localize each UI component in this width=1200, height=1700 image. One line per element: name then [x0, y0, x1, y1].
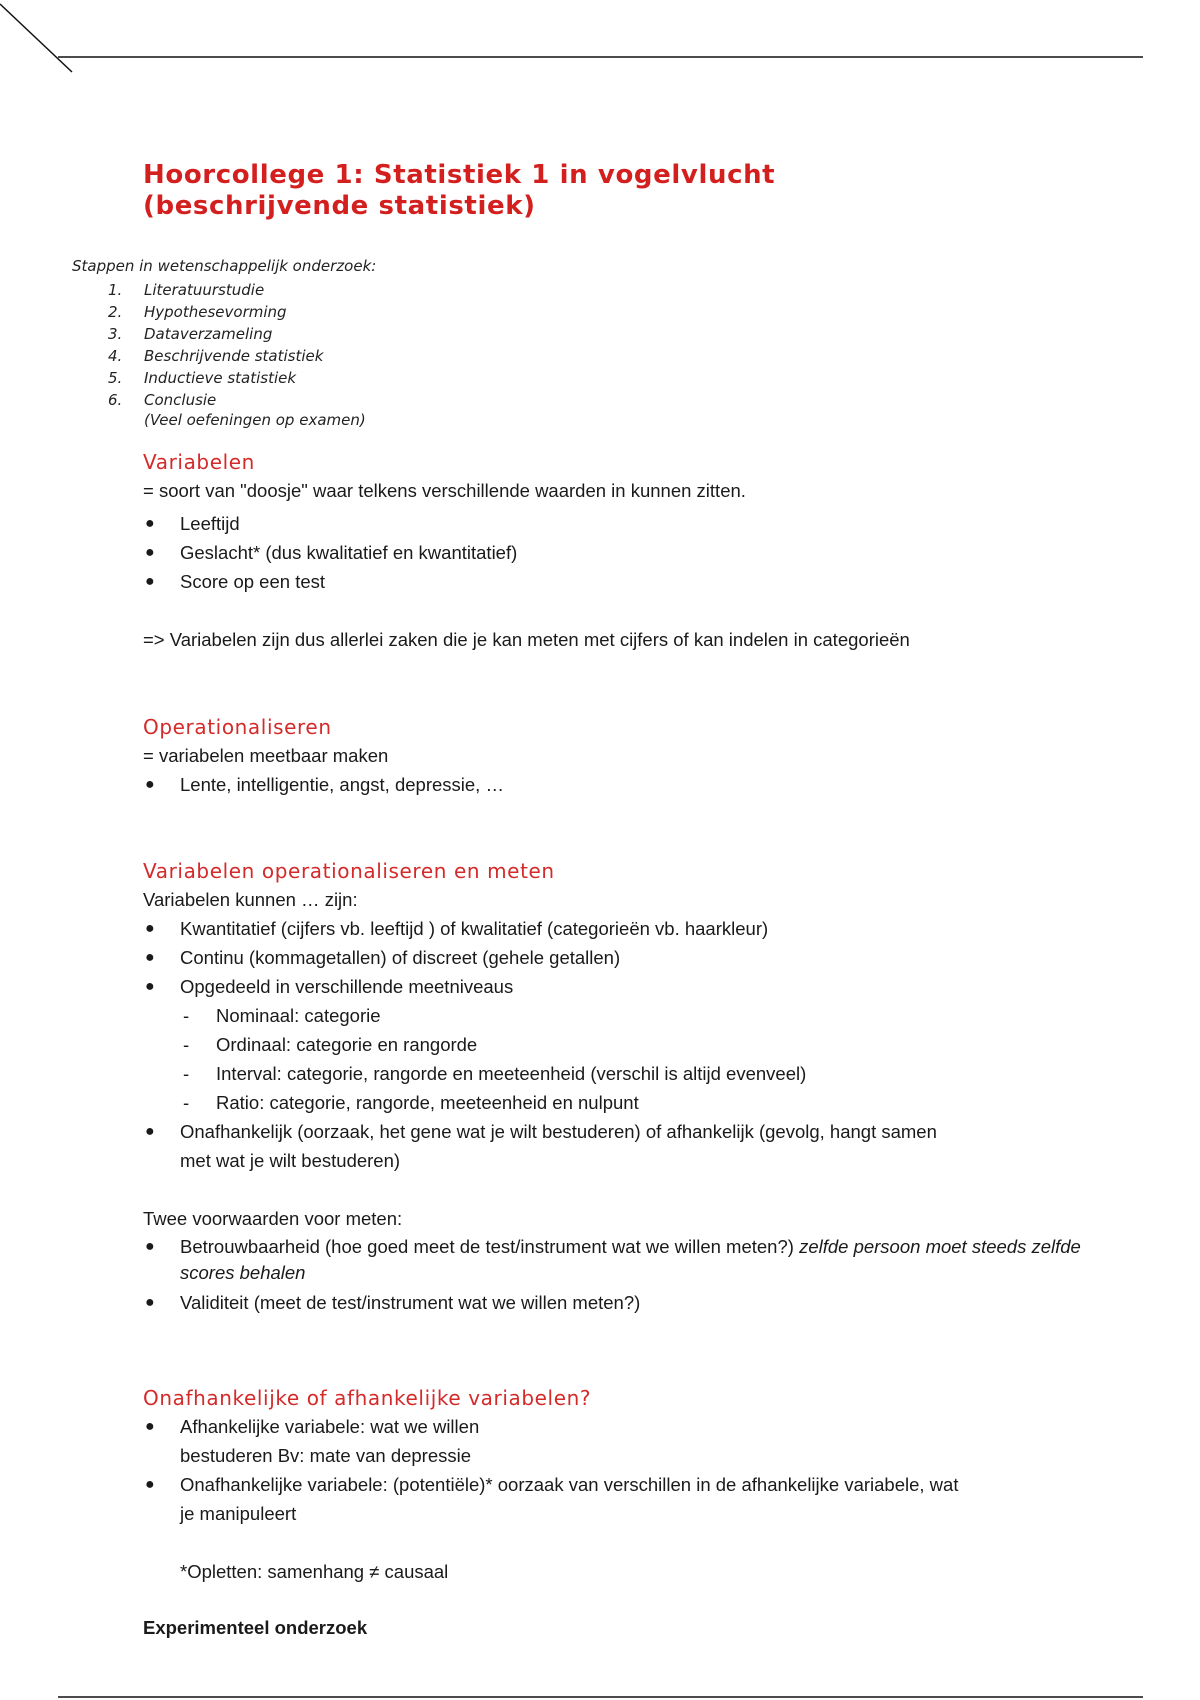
- list-item-label: Hypothesevorming: [144, 303, 287, 321]
- title-line-2: (beschrijvende statistiek): [143, 191, 536, 221]
- list-item-emphasis: zelfde persoon moet steeds zelfde: [799, 1236, 1081, 1257]
- list-item: [72, 301, 323, 323]
- list-item-label: Geslacht* (dus kwalitatief en kwantitatief): [180, 542, 518, 563]
- list-item-label: Kwantitatief (cijfers vb. leeftijd ) of kwalitatief (categorieën vb. haarkleur): [180, 918, 769, 939]
- bullet-icon: ●: [145, 544, 155, 561]
- list-item: [143, 509, 1183, 538]
- list-item-label: Dataverzameling: [144, 325, 273, 343]
- dash-list: [143, 1001, 1183, 1117]
- section-heading: Operationaliseren: [143, 715, 332, 739]
- list-item: [143, 1288, 1183, 1317]
- list-number: 5.: [108, 369, 123, 387]
- dash-icon: -: [183, 1034, 190, 1055]
- list-item-label: Validiteit (meet de test/instrument wat we willen meten?): [180, 1292, 641, 1313]
- list-item: [143, 770, 1183, 799]
- list-item: [143, 1233, 1183, 1288]
- intro-text: Variabelen kunnen … zijn:: [143, 889, 358, 910]
- list-item: [143, 1030, 1183, 1059]
- bullet-list: [143, 770, 1183, 799]
- steps-note: (Veel oefeningen op examen): [144, 411, 366, 429]
- list-item-label: Conclusie: [144, 391, 217, 409]
- dash-icon: -: [183, 1092, 190, 1113]
- bullet-list: [143, 1117, 1183, 1175]
- bullet-icon: ●: [145, 515, 155, 532]
- list-item-line: Onafhankelijk (oorzaak, het gene wat je wilt bestuderen) of afhankelijk (gevolg, hangt samen: [180, 1121, 937, 1142]
- list-item-label: Nominaal: categorie: [216, 1005, 381, 1026]
- list-number: 2.: [108, 303, 123, 321]
- list-item-label: Beschrijvende statistiek: [144, 347, 324, 365]
- dash-icon: -: [183, 1005, 190, 1026]
- section-heading: Variabelen operationaliseren en meten: [143, 859, 555, 883]
- list-item-line: met wat je wilt bestuderen): [180, 1150, 401, 1171]
- section-onafhankelijk: [143, 1384, 1183, 1586]
- bullet-icon: ●: [145, 949, 155, 966]
- list-number: 3.: [108, 325, 123, 343]
- list-number: 6.: [108, 391, 123, 409]
- list-number: 1.: [108, 281, 123, 299]
- bullet-list: [143, 1233, 1183, 1317]
- steps-intro: Stappen in wetenschappelijk onderzoek:: [72, 257, 377, 275]
- list-item-label: Continu (kommagetallen) of discreet (gehele getallen): [180, 947, 621, 968]
- list-item: [143, 972, 1183, 1001]
- list-item: [72, 345, 323, 367]
- list-item: [143, 1412, 1183, 1470]
- section-operationaliseren: [143, 713, 1183, 799]
- list-item-line: Afhankelijke variabele: wat we willen: [180, 1416, 480, 1437]
- list-item-label: Betrouwbaarheid (hoe goed meet de test/instrument wat we willen meten?): [180, 1236, 800, 1257]
- bullet-list: [143, 509, 1183, 596]
- list-item-label: Lente, intelligentie, angst, depressie, …: [180, 774, 504, 795]
- section-meten: [143, 857, 1183, 1317]
- list-item: [143, 1001, 1183, 1030]
- list-item: [143, 1117, 1183, 1175]
- bullet-icon: ●: [145, 1294, 155, 1311]
- list-item: [143, 1470, 1183, 1528]
- list-item-emphasis: scores behalen: [180, 1262, 306, 1283]
- list-item-label: Leeftijd: [180, 513, 240, 534]
- list-item-label: Ratio: categorie, rangorde, meeteenheid en nulpunt: [216, 1092, 639, 1113]
- list-item: [72, 367, 323, 389]
- list-item: [143, 567, 1183, 596]
- title-line-1: Hoorcollege 1: Statistiek 1 in vogelvlucht: [143, 160, 776, 190]
- bullet-icon: ●: [145, 1238, 155, 1255]
- list-item-line: bestuderen Bv: mate van depressie: [180, 1445, 472, 1466]
- list-item: [72, 323, 323, 345]
- page-title: [143, 160, 775, 222]
- list-item-label: Score op een test: [180, 571, 326, 592]
- list-item-label: Literatuurstudie: [144, 281, 265, 299]
- definition-text: = variabelen meetbaar maken: [143, 745, 389, 766]
- bullet-list: [143, 1412, 1183, 1528]
- list-item-label: Inductieve statistiek: [144, 369, 297, 387]
- dash-icon: -: [183, 1063, 190, 1084]
- bullet-icon: ●: [145, 978, 155, 995]
- list-item-line: Onafhankelijke variabele: (potentiële)* oorzaak van verschillen in de afhankelijke variabele, wat: [180, 1474, 959, 1495]
- list-item: [72, 279, 323, 301]
- list-item-label: Ordinaal: categorie en rangorde: [216, 1034, 478, 1055]
- list-item: [143, 538, 1183, 567]
- steps-list: [72, 279, 323, 411]
- bullet-list: [143, 914, 1183, 1001]
- bullet-icon: ●: [145, 776, 155, 793]
- bullet-icon: ●: [145, 1123, 155, 1140]
- voorwaarden-intro: Twee voorwaarden voor meten:: [143, 1208, 403, 1229]
- corner-diagonal-line: [0, 4, 72, 72]
- section-heading: Onafhankelijke of afhankelijke variabelen?: [143, 1386, 592, 1410]
- bullet-icon: ●: [145, 1418, 155, 1435]
- experimenteel-heading: Experimenteel onderzoek: [143, 1617, 368, 1638]
- list-item-label: Opgedeeld in verschillende meetniveaus: [180, 976, 514, 997]
- section-variabelen: [143, 448, 1183, 654]
- list-item: [143, 914, 1183, 943]
- section-heading: Variabelen: [143, 450, 255, 474]
- list-item-label: Interval: categorie, rangorde en meeteenheid (verschil is altijd evenveel): [216, 1063, 807, 1084]
- list-item: [143, 943, 1183, 972]
- bullet-icon: ●: [145, 1476, 155, 1493]
- definition-text: = soort van "doosje" waar telkens verschillende waarden in kunnen zitten.: [143, 480, 746, 501]
- bullet-icon: ●: [145, 920, 155, 937]
- conclusion-text: => Variabelen zijn dus allerlei zaken die je kan meten met cijfers of kan indelen in categorieën: [143, 629, 910, 650]
- bullet-icon: ●: [145, 573, 155, 590]
- list-item: [143, 1059, 1183, 1088]
- list-item: [72, 389, 323, 411]
- list-item: [143, 1088, 1183, 1117]
- list-number: 4.: [108, 347, 123, 365]
- list-item-line: je manipuleert: [180, 1503, 297, 1524]
- note-text: *Opletten: samenhang ≠ causaal: [180, 1561, 449, 1582]
